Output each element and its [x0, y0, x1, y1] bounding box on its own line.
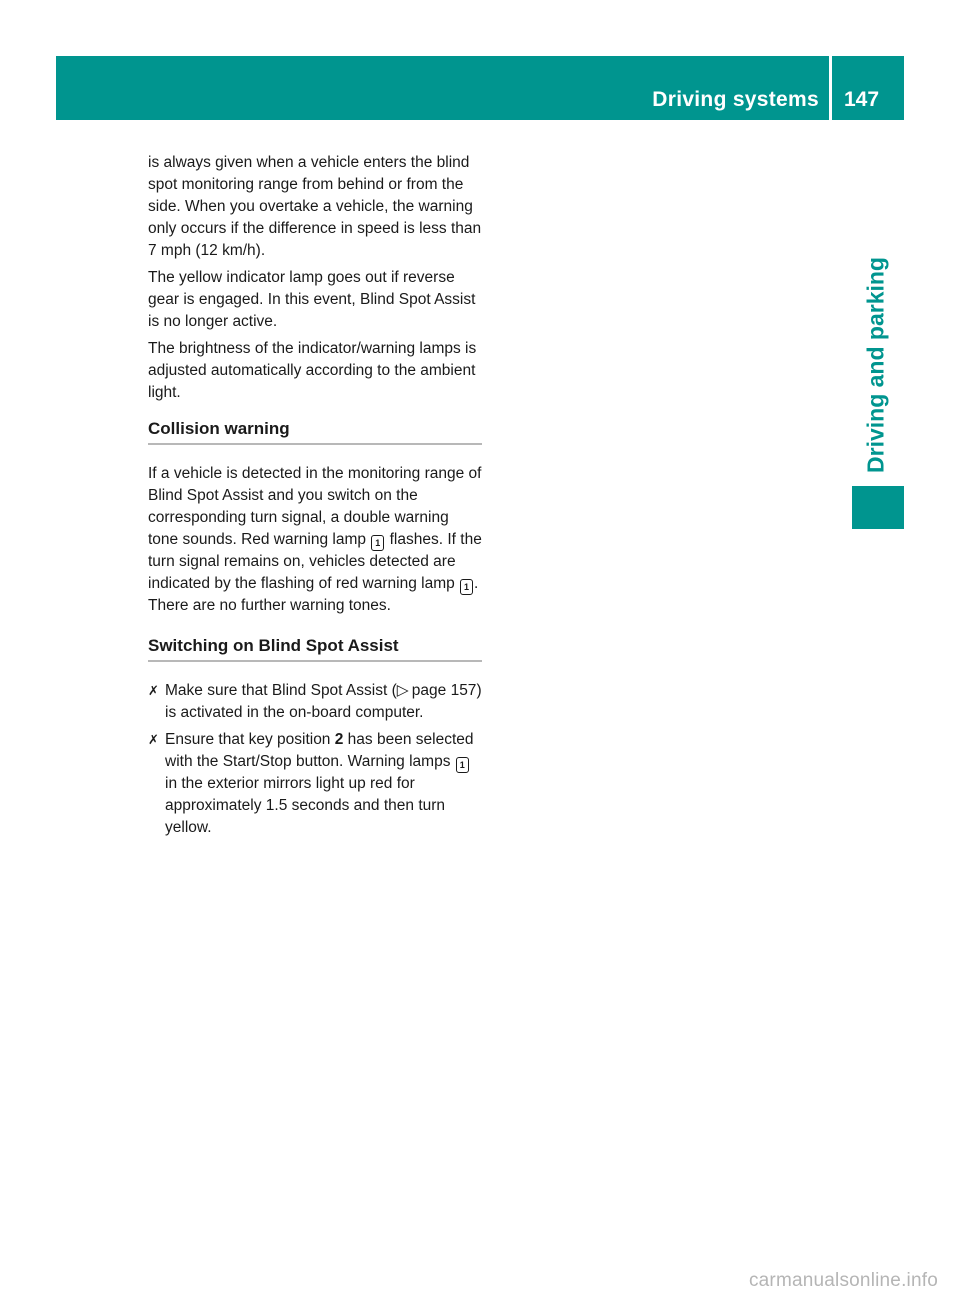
chapter-tab-text: Driving and parking [862, 257, 889, 473]
text-run: has been selected with the Start/Stop button. Warning lamps [165, 731, 474, 770]
text-run: ) is activated in the on-board computer. [165, 682, 482, 721]
instruction-step [148, 729, 482, 839]
step-arrow-icon: ✗ [148, 683, 159, 698]
paragraph [148, 463, 482, 617]
page-number: 147 [844, 88, 880, 111]
instruction-step [148, 680, 482, 724]
page-reference-link[interactable]: page 157 [411, 682, 477, 699]
text-run: in the exterior mirrors light up red for approximately 1.5 seconds and then turn yellow. [165, 775, 446, 836]
text-run: If a vehicle is detected in the monitoring range of Blind Spot Assist and you switch on the corresponding turn signal, a double warning tone sounds. Red warning lamp [148, 465, 482, 548]
heading-switching-on: Switching on Blind Spot Assist [148, 635, 482, 662]
chapter-tab-label [852, 250, 900, 480]
watermark: carmanualsonline.info [748, 1270, 938, 1291]
text-run: Ensure that key position [165, 731, 335, 748]
text-run: flashes. If the turn signal remains on, vehicles detected are indicated by the flashing of red warning lamp [148, 531, 482, 592]
paragraph: The brightness of the indicator/warning lamps is adjusted automatically according to the ambient light. [148, 340, 477, 401]
step-arrow-icon: ✗ [148, 732, 159, 747]
callout-number-icon: 1 [456, 757, 469, 773]
key-position: 2 [334, 731, 344, 748]
heading-collision-warning: Collision warning [148, 418, 482, 445]
text-run: . There are no further warning tones. [148, 575, 479, 614]
paragraph: The yellow indicator lamp goes out if reverse gear is engaged. In this event, Blind Spot Assist is no longer active. [148, 269, 476, 330]
header-divider [829, 56, 832, 120]
chapter-tab-marker [852, 486, 904, 529]
page-ref-arrow-icon: ▷ [396, 682, 409, 699]
page-content [148, 152, 482, 844]
callout-number-icon: 1 [371, 535, 384, 551]
callout-number-icon: 1 [460, 579, 473, 595]
section-title: Driving systems [652, 88, 819, 111]
text-run: Make sure that Blind Spot Assist ( [165, 682, 397, 699]
paragraph: is always given when a vehicle enters the blind spot monitoring range from behind or from the side. When you overtake a vehicle, the warning only occurs if the difference in speed is less than 7 mph (12 km/h). [148, 154, 482, 259]
